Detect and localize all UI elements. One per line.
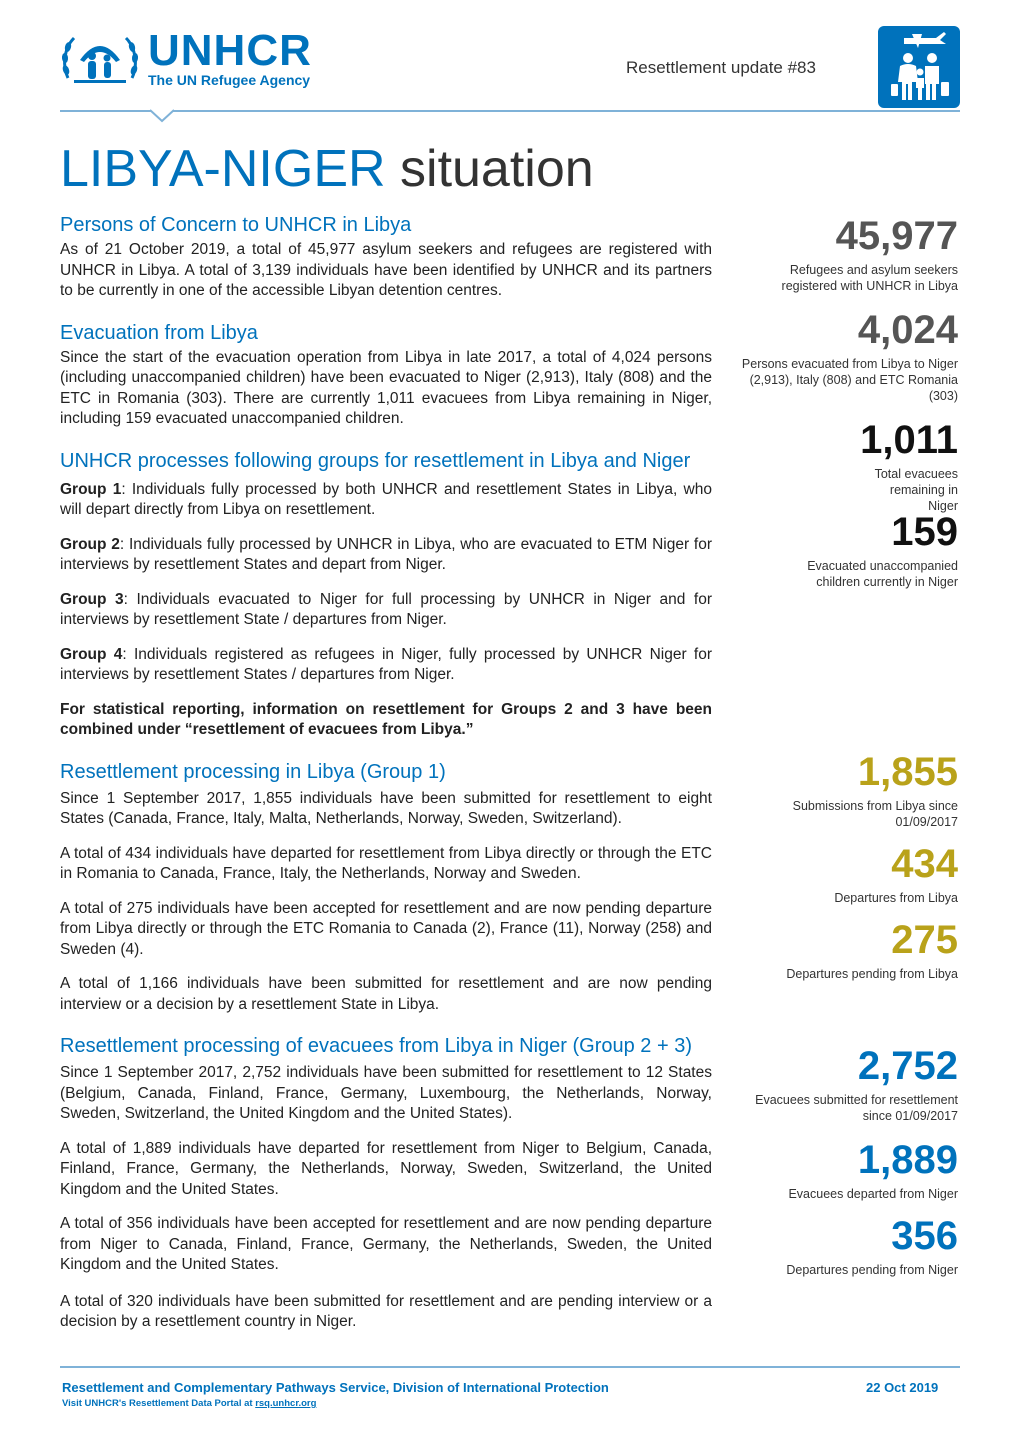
section-heading: Persons of Concern to UNHCR in Libya xyxy=(60,214,412,236)
stat-value: 1,011 xyxy=(860,418,958,462)
section-libya-processing xyxy=(60,759,712,1016)
update-number: Resettlement update #83 xyxy=(626,58,816,77)
section-evacuation xyxy=(60,320,712,430)
title-region: LIBYA-NIGER xyxy=(60,140,386,198)
section-paragraph: Since the start of the evacuation operation from Libya in late 2017, a total of 4,024 persons (including unaccompanied children) have been evacuated to Niger (2,913), Italy (808) and the ETC in Romania (303). There are currently 1,011 evacuees from Libya remaining in Niger, including 159 evacuated unaccompanied children. xyxy=(60,348,712,427)
stat-label: Departures pending from Libya xyxy=(786,967,958,981)
stat-niger-submitted xyxy=(738,1044,958,1124)
logo-wordmark: UNHCR xyxy=(148,26,312,75)
section-paragraph: A total of 320 individuals have been submitted for resettlement and are pending interview or a decision by a resettlement country in Niger. xyxy=(60,1292,712,1330)
stat-niger-departed xyxy=(738,1138,958,1202)
stat-registered xyxy=(738,214,958,294)
statistical-note: For statistical reporting, information on resettlement for Groups 2 and 3 have been combined under “resettlement of evacuees from Libya.” xyxy=(60,700,712,738)
stat-value: 45,977 xyxy=(835,214,958,258)
portal-text: Visit UNHCR's Resettlement Data Portal at xyxy=(62,1398,253,1409)
section-heading: UNHCR processes following groups for resettlement in Libya and Niger xyxy=(60,449,691,472)
page-header xyxy=(60,22,960,112)
footer-service: Resettlement and Complementary Pathways Service, Division of International Protection xyxy=(62,1380,609,1395)
logo-tagline: The UN Refugee Agency xyxy=(148,72,311,88)
group-text: : Individuals fully processed by both UNHCR and resettlement States in Libya, who will depart directly from Libya on resettlement. xyxy=(60,480,712,518)
stat-value: 159 xyxy=(891,510,958,554)
stat-label: Persons evacuated from Libya to Niger (2,913), Italy (808) and ETC Romania (303) xyxy=(741,357,958,403)
stat-label: Departures from Libya xyxy=(834,891,958,905)
stat-value: 1,889 xyxy=(857,1138,958,1182)
stat-libya-departures xyxy=(738,842,958,906)
stat-niger-pending xyxy=(738,1214,958,1278)
portal-link[interactable]: rsq.unhcr.org xyxy=(255,1398,317,1409)
group-label: Group 1 xyxy=(60,480,122,498)
group-1-paragraph xyxy=(60,480,712,521)
section-persons-of-concern xyxy=(60,212,712,302)
footer-date: 22 Oct 2019 xyxy=(866,1380,939,1395)
main-content xyxy=(60,212,712,1333)
unhcr-emblem-icon xyxy=(60,30,140,86)
group-3-paragraph xyxy=(60,590,712,631)
footer-divider xyxy=(60,1366,960,1368)
section-paragraph: A total of 1,889 individuals have departed for resettlement from Niger to Belgium, Canada, Finland, France, Germany, the Netherlands, Norway, Sweden, Switzerland, the United Kingdom and the United States. xyxy=(60,1139,712,1198)
group-4-paragraph xyxy=(60,645,712,686)
header-divider-notch xyxy=(150,109,174,123)
section-paragraph: A total of 356 individuals have been accepted for resettlement and are now pending departure from Niger to Canada, Finland, France, Germany, the Netherlands, Sweden, the United Kingdom and the United States. xyxy=(60,1215,712,1273)
stat-label: Submissions from Libya since 01/09/2017 xyxy=(792,799,958,829)
stat-libya-pending xyxy=(738,918,958,982)
stat-value: 4,024 xyxy=(857,308,958,352)
unhcr-logo[interactable] xyxy=(60,26,340,92)
stat-libya-submissions xyxy=(738,750,958,830)
stat-evacuated xyxy=(738,308,958,404)
group-label: Group 3 xyxy=(60,590,124,608)
resettlement-family-icon xyxy=(878,26,960,108)
section-paragraph: A total of 1,166 individuals have been submitted for resettlement and are now pending interview or a decision by a resettlement State in Libya. xyxy=(60,975,712,1013)
group-text: : Individuals fully processed by UNHCR in Libya, who are evacuated to ETM Niger for interviews by resettlement States and depart from Niger. xyxy=(60,535,712,573)
section-niger-processing xyxy=(60,1033,712,1333)
stat-label: Total evacuees remaining in Niger xyxy=(874,467,958,513)
stat-value: 1,855 xyxy=(857,750,958,794)
title-situation: situation xyxy=(400,140,594,198)
section-paragraph: Since 1 September 2017, 2,752 individuals have been submitted for resettlement to 12 States (Belgium, Canada, Finland, France, Germany, Luxembourg, the Netherlands, Norway, Sweden, Switzerland, the United Kingdom and the United States). xyxy=(60,1064,712,1122)
stat-label: Evacuated unaccompanied children currently in Niger xyxy=(807,559,958,589)
header-divider xyxy=(60,110,960,112)
section-heading: Evacuation from Libya xyxy=(60,321,258,344)
stat-label: Refugees and asylum seekers registered with UNHCR in Libya xyxy=(781,263,958,293)
stat-value: 434 xyxy=(891,842,958,886)
footer-portal xyxy=(62,1398,316,1409)
section-paragraph: A total of 275 individuals have been accepted for resettlement and are now pending departure from Libya directly or through the ETC Romania to Canada (2), France (11), Norway (258) and Sweden (4). xyxy=(60,899,712,958)
stat-label: Departures pending from Niger xyxy=(786,1263,958,1277)
stat-value: 275 xyxy=(891,918,958,962)
stat-label: Evacuees submitted for resettlement since 01/09/2017 xyxy=(755,1093,958,1123)
section-heading: Resettlement processing in Libya (Group 1) xyxy=(60,760,446,783)
section-paragraph: Since 1 September 2017, 1,855 individuals have been submitted for resettlement to eight States (Canada, France, Italy, Malta, Netherlands, Norway, Sweden, Switzerland). xyxy=(60,789,712,827)
section-heading: Resettlement processing of evacuees from Libya in Niger (Group 2 + 3) xyxy=(60,1035,692,1057)
section-paragraph: A total of 434 individuals have departed for resettlement from Libya directly or through the ETC in Romania to Canada, France, Italy, the Netherlands, Norway and Sweden. xyxy=(60,844,712,882)
stat-value: 356 xyxy=(891,1214,958,1258)
group-2-paragraph xyxy=(60,535,712,576)
section-paragraph: As of 21 October 2019, a total of 45,977 asylum seekers and refugees are registered with UNHCR in Libya. A total of 3,139 individuals have been identified by UNHCR and its partners to be currently in one of the accessible Libyan detention centres. xyxy=(60,241,712,299)
group-label: Group 4 xyxy=(60,645,123,663)
stat-children xyxy=(738,510,958,590)
section-groups xyxy=(60,448,712,741)
group-text: : Individuals registered as refugees in Niger, fully processed by UNHCR Niger for interviews by resettlement States / departures from Niger. xyxy=(60,645,713,683)
group-text: : Individuals evacuated to Niger for full processing by UNHCR in Niger and for interviews by resettlement State / departures from Niger. xyxy=(60,590,712,628)
stat-remaining xyxy=(738,418,958,514)
stat-label: Evacuees departed from Niger xyxy=(788,1187,958,1201)
group-label: Group 2 xyxy=(60,535,120,553)
stat-value: 2,752 xyxy=(857,1044,958,1088)
page-title xyxy=(60,138,594,200)
